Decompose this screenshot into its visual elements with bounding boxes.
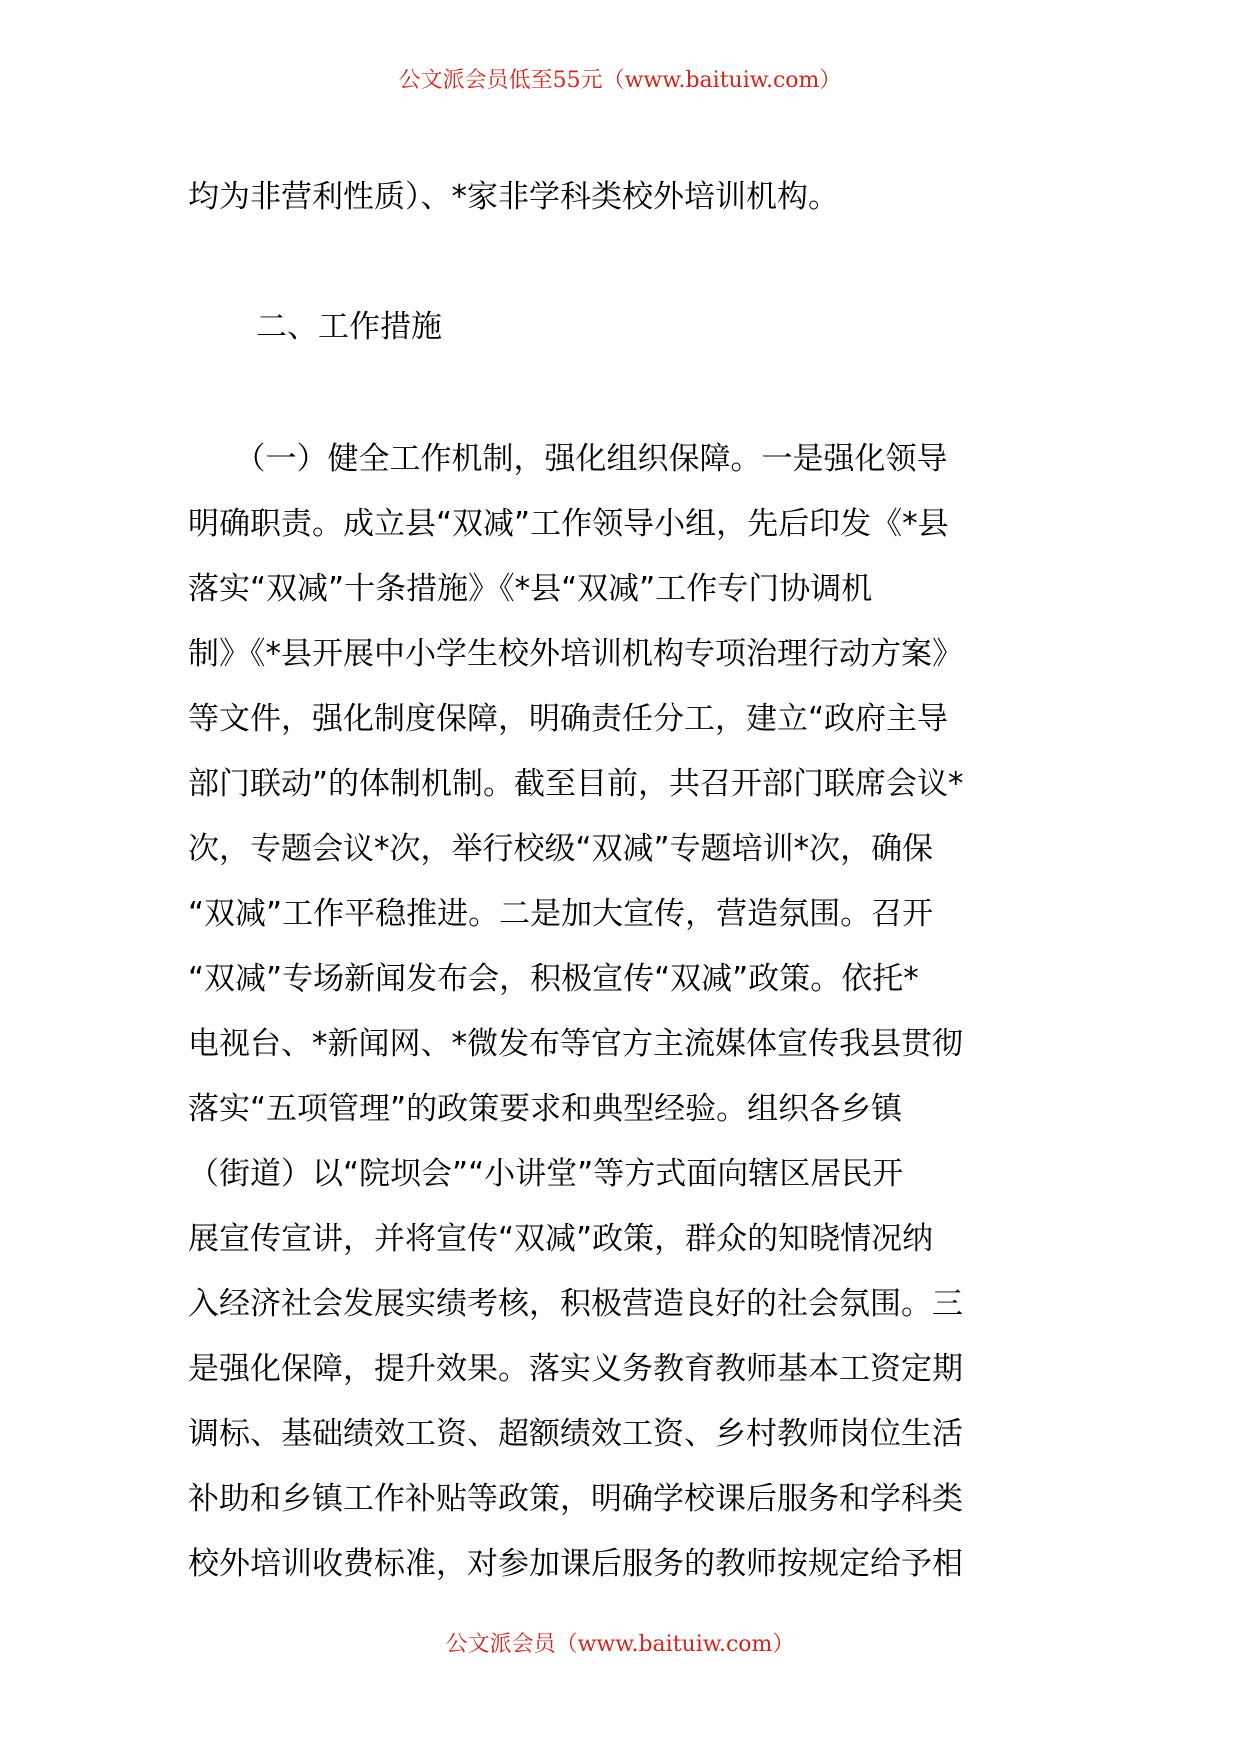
paragraph-line: 落实“五项管理”的政策要求和典型经验。组织各乡镇 <box>188 1091 903 1127</box>
paragraph-line: 电视台、*新闻网、*微发布等官方主流媒体宣传我县贯彻 <box>188 1026 963 1062</box>
paragraph-line: 补助和乡镇工作补贴等政策，明确学校课后服务和学科类 <box>188 1481 963 1517</box>
paragraph-line: 落实“双减”十条措施》《*县“双减”工作专门协调机 <box>188 571 873 607</box>
footer-watermark-link[interactable]: 公文派会员（www.baituiw.com） <box>445 1632 795 1657</box>
paragraph-line: 等文件，强化制度保障，明确责任分工，建立“政府主导 <box>188 701 949 737</box>
header-watermark-link[interactable]: 公文派会员低至55元（www.baituiw.com） <box>398 68 842 93</box>
paragraph-line: “双减”工作平稳推进。二是加大宣传，营造氛围。召开 <box>188 896 934 932</box>
paragraph-line: 部门联动”的体制机制。截至目前，共召开部门联席会议* <box>188 766 964 802</box>
paragraph-line: 次，专题会议*次，举行校级“双减”专题培训*次，确保 <box>188 831 934 867</box>
paragraph-line: 入经济社会发展实绩考核，积极营造良好的社会氛围。三 <box>188 1286 963 1322</box>
continued-text-line: 均为非营利性质）、*家非学科类校外培训机构。 <box>188 179 839 215</box>
paragraph-line: 展宣传宣讲，并将宣传“双减”政策，群众的知晓情况纳 <box>188 1221 934 1257</box>
body-paragraph <box>188 427 1068 1597</box>
paragraph-line: （一）健全工作机制，强化组织保障。一是强化领导 <box>188 441 948 477</box>
paragraph-line: 是强化保障，提升效果。落实义务教育教师基本工资定期 <box>188 1351 963 1387</box>
paragraph-line: “双减”专场新闻发布会，积极宣传“双减”政策。依托* <box>188 961 919 997</box>
paragraph-line: 制》《*县开展中小学生校外培训机构专项治理行动方案》 <box>188 636 963 672</box>
paragraph-line: 明确职责。成立县“双减”工作领导小组，先后印发《*县 <box>188 506 949 542</box>
paragraph-line: （街道）以“院坝会”“小讲堂”等方式面向辖区居民开 <box>188 1156 904 1192</box>
paragraph-line: 校外培训收费标准，对参加课后服务的教师按规定给予相 <box>188 1546 963 1582</box>
section-heading: 二、工作措施 <box>256 309 442 345</box>
paragraph-line: 调标、基础绩效工资、超额绩效工资、乡村教师岗位生活 <box>188 1416 963 1452</box>
